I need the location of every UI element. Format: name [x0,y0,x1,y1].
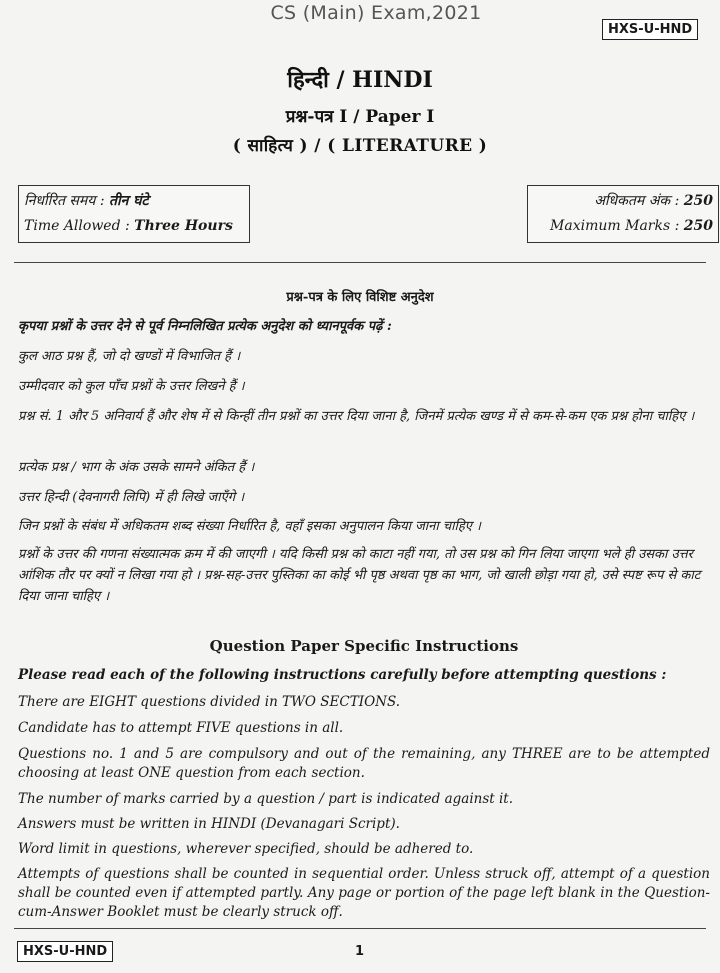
subject-label: ( साहित्य ) / ( LITERATURE ) [232,136,488,156]
hindi-instruction-item: प्रश्न सं. 1 और 5 अनिवार्य हैं और शेष में से किन्हीं तीन प्रश्नों का उत्तर दिया जाना है, जिनमें प्रत्येक खण्ड में से कम-से-कम एक प्रश्न होना चाहिए । [18,409,695,424]
english-instruction-item: There are EIGHT questions divided in TWO SECTIONS. [18,694,401,710]
time-english-value: Three Hours [134,218,233,234]
english-instruction-item: Candidate has to attempt FIVE questions in all. [18,720,344,736]
hindi-instructions-heading: प्रश्न-पत्र के लिए विशिष्ट अनुदेश [286,290,434,305]
hindi-instructions-intro: कृपया प्रश्नों के उत्तर देने से पूर्व निम्नलिखित प्रत्येक अनुदेश को ध्यानपूर्वक पढ़ें : [18,319,392,334]
hindi-instruction-item: कुल आठ प्रश्न हैं, जो दो खण्डों में विभाजित हैं । [18,349,241,364]
english-instruction-item: Answers must be written in HINDI (Devanagari Script). [18,816,400,832]
english-instruction-item: The number of marks carried by a question / part is indicated against it. [18,791,514,807]
hindi-instruction-item: जिन प्रश्नों के संबंध में अधिकतम शब्द संख्या निर्धारित है, वहाँ इसका अनुपालन किया जाना चाहिए । [18,519,481,534]
hindi-instruction-item: प्रत्येक प्रश्न / भाग के अंक उसके सामने अंकित हैं । [18,460,255,475]
page-number: 1 [355,944,365,959]
time-hindi-value: तीन घंटे [109,193,149,209]
paper-code-bottom: HXS-U-HND [17,941,113,962]
maximum-marks-box [527,185,719,243]
marks-hindi-label: अधिकतम अंक : [594,193,680,209]
paper-code-top: HXS-U-HND [602,19,698,40]
exam-stamp: CS (Main) Exam,2021 [270,2,482,24]
marks-english-value: 250 [683,218,713,234]
english-instruction-item: Attempts of questions shall be counted in sequential order. Unless struck off, attempt of a question shall be counted even if attempted partly. Any page or portion of the page left blank in the Question-cum-Answer Booklet must be clearly struck off. [18,866,710,920]
time-hindi-label: निर्धारित समय : [24,193,105,209]
english-instruction-item: Word limit in questions, wherever specified, should be adhered to. [18,841,474,857]
hindi-instruction-item: उम्मीदवार को कुल पाँच प्रश्नों के उत्तर लिखने हैं । [18,379,245,394]
english-instructions-intro: Please read each of the following instructions carefully before attempting questions : [18,667,667,683]
divider-top [14,262,706,263]
paper-label: प्रश्न-पत्र I / Paper I [285,107,435,127]
hindi-instruction-item: उत्तर हिन्दी (देवनागरी लिपि) में ही लिखे जाएँगे । [18,490,245,505]
marks-hindi-value: 250 [683,193,713,209]
time-english-label: Time Allowed : [24,218,130,234]
marks-english-label: Maximum Marks : [550,218,680,234]
english-instructions-heading: Question Paper Specific Instructions [209,637,519,655]
page-title: हिन्दी / HINDI [287,67,433,93]
divider-bottom [14,928,706,929]
hindi-instruction-item: प्रश्नों के उत्तर की गणना संख्यात्मक क्रम में की जाएगी । यदि किसी प्रश्न को काटा नहीं गया, तो उस प्रश्न को गिन लिया जाएगा भले ही उसका उत्तर आंशिक तौर पर क्यों न लिखा गया हो । प्रश्न-सह-उत्तर पुस्तिका का कोई भी पृष्ठ अथवा पृष्ठ का भाग, जो खाली छोड़ा गया हो, उसे स्पष्ट रूप से काट दिया जाना चाहिए । [18,547,701,604]
english-instruction-item: Questions no. 1 and 5 are compulsory and out of the remaining, any THREE are to be attempted choosing at least ONE question from each section. [18,746,710,781]
time-allowed-box [18,185,250,243]
